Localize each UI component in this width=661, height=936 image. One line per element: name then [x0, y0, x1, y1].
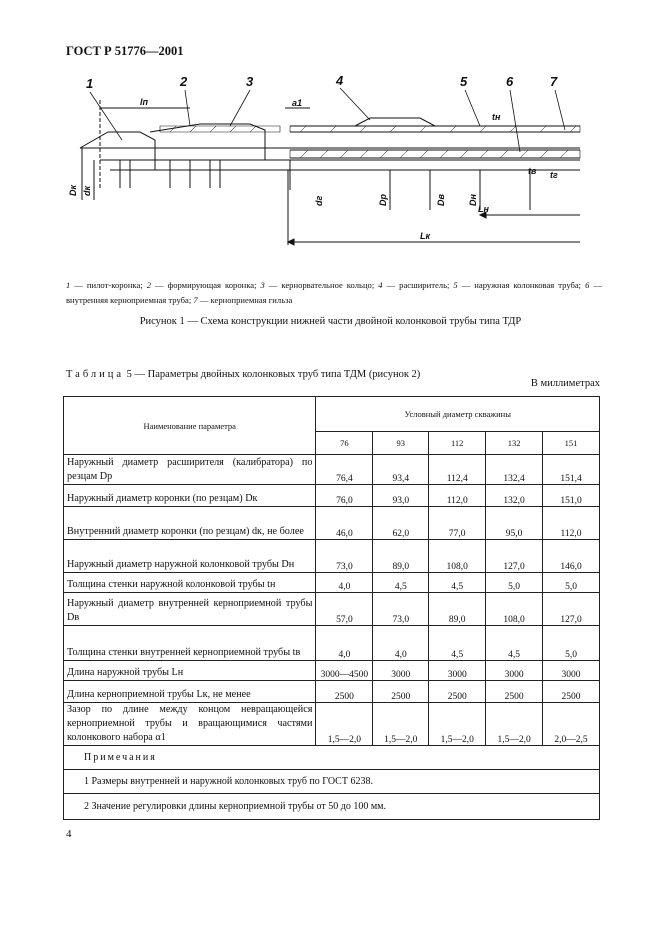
table-row: [64, 703, 600, 746]
row-name: Наружный диаметр наружной колонковой трубы Dн: [64, 540, 316, 573]
dim-Dn: Dн: [468, 194, 478, 206]
header-diameter: 76: [316, 432, 373, 455]
legend-text: — кернорвательное кольцо;: [264, 280, 379, 290]
header-diameter: 112: [429, 432, 486, 455]
callout-6: 6: [506, 74, 514, 89]
cell: 89,0: [373, 540, 429, 573]
row-name: Длина кернoприемной трубы Lк, не менее: [64, 681, 316, 703]
cell: 127,0: [543, 593, 600, 626]
cell: 2500: [373, 681, 429, 703]
callout-1: 1: [86, 76, 94, 91]
row-name: Наружный диаметр внутренней кернoприемной трубы Dв: [64, 593, 316, 626]
legend-num: 4: [378, 280, 383, 290]
dim-dg: dг: [314, 195, 324, 206]
cell: 62,0: [373, 507, 429, 540]
table-row: [64, 540, 600, 573]
legend-num: 3: [260, 280, 265, 290]
table-row: [64, 593, 600, 626]
dim-a1: a1: [292, 98, 303, 108]
callout-2: 2: [180, 74, 188, 89]
cell: 5,0: [543, 626, 600, 661]
cell: 76,0: [316, 485, 373, 507]
note-item: 2 Значение регулировки длины кернoприемной трубы от 50 до 100 мм.: [64, 794, 600, 820]
callout-3: 3: [246, 74, 254, 89]
cell: 3000: [429, 661, 486, 681]
cell: 132,0: [486, 485, 543, 507]
legend-num: 1: [66, 280, 71, 290]
cell: 4,0: [373, 626, 429, 661]
legend-text: — расширитель;: [382, 280, 454, 290]
cell: 93,0: [373, 485, 429, 507]
dim-dk: dк: [82, 185, 92, 196]
cell: 76,4: [316, 455, 373, 485]
cell: 46,0: [316, 507, 373, 540]
legend-text: — кернoприемная гильза: [197, 295, 293, 305]
cell: 4,0: [316, 573, 373, 593]
header-diameter: 93: [373, 432, 429, 455]
cell: 2500: [543, 681, 600, 703]
cell: 1,5—2,0: [316, 703, 373, 746]
cell: 5,0: [486, 573, 543, 593]
cell: 3000: [543, 661, 600, 681]
cell: 2500: [429, 681, 486, 703]
dim-Dk: Dк: [68, 184, 78, 196]
cell: 2,0—2,5: [543, 703, 600, 746]
cell: 4,5: [429, 573, 486, 593]
dim-Ln: Lн: [478, 204, 489, 214]
row-name: Наружный диаметр коронки (по резцам) Dк: [64, 485, 316, 507]
legend-num: 5: [453, 280, 458, 290]
legend-num: 6: [585, 280, 590, 290]
cell: 112,0: [429, 485, 486, 507]
core-barrel-schematic: [60, 70, 600, 270]
cell: 1,5—2,0: [429, 703, 486, 746]
cell: 5,0: [543, 573, 600, 593]
table-row: [64, 661, 600, 681]
cell: 89,0: [429, 593, 486, 626]
header-parameter-name: Наименование параметра: [64, 397, 316, 455]
cell: 3000—4500: [316, 661, 373, 681]
cell: 146,0: [543, 540, 600, 573]
cell: 3000: [486, 661, 543, 681]
table-title-number: 5: [126, 369, 132, 380]
cell: 57,0: [316, 593, 373, 626]
row-name: Наружный диаметр расширителя (калибратора) по резцам Dр: [64, 455, 316, 485]
legend-num: 7: [193, 295, 198, 305]
header-diameter-group: Условный диаметр скважины: [316, 397, 600, 432]
legend-text: — пилот-коронка;: [70, 280, 147, 290]
dim-Lk: Lк: [420, 231, 431, 241]
cell: 73,0: [316, 540, 373, 573]
table-row: [64, 485, 600, 507]
dim-tn: tн: [492, 112, 501, 122]
cell: 4,5: [429, 626, 486, 661]
cell: 4,5: [486, 626, 543, 661]
legend-text: — наружная колонковая труба;: [457, 280, 586, 290]
cell: 112,4: [429, 455, 486, 485]
table-row: [64, 455, 600, 485]
dim-tv: tв: [528, 166, 537, 176]
table-title: [66, 369, 420, 380]
dim-lp: lп: [140, 97, 148, 107]
legend-num: 2: [146, 280, 151, 290]
table-units: В миллиметрах: [530, 378, 600, 389]
note-item: 1 Размеры внутренней и наружной колонковых труб по ГОСТ 6238.: [64, 770, 600, 794]
callout-5: 5: [460, 74, 468, 89]
cell: 4,0: [316, 626, 373, 661]
callout-7: 7: [550, 74, 558, 89]
dim-tg: tг: [550, 170, 558, 180]
row-name: Внутренний диаметр коронки (по резцам) dк, не более: [64, 507, 316, 540]
legend-text: — внутренняя кернoприемная труба;: [66, 280, 602, 305]
document-header: ГОСТ Р 51776—2001: [66, 44, 184, 58]
page-number: 4: [66, 828, 72, 840]
callout-4: 4: [336, 73, 344, 88]
dim-Dp: Dр: [378, 194, 388, 206]
cell: 108,0: [486, 593, 543, 626]
cell: 112,0: [543, 507, 600, 540]
cell: 2500: [486, 681, 543, 703]
cell: 1,5—2,0: [486, 703, 543, 746]
table-row: [64, 626, 600, 661]
figure-legend: [66, 278, 602, 308]
row-name: Толщина стенки внутренней кернoприемной трубы tв: [64, 626, 316, 661]
table-row: [64, 573, 600, 593]
cell: 73,0: [373, 593, 429, 626]
table-row: [64, 507, 600, 540]
figure-caption: Рисунок 1 — Схема конструкции нижней части двойной колонковой трубы типа ТДР: [139, 316, 522, 327]
cell: 3000: [373, 661, 429, 681]
cell: 77,0: [429, 507, 486, 540]
header-diameter: 132: [486, 432, 543, 455]
cell: 108,0: [429, 540, 486, 573]
cell: 132,4: [486, 455, 543, 485]
cell: 151,4: [543, 455, 600, 485]
header-diameter: 151: [543, 432, 600, 455]
dim-Dv: Dв: [436, 194, 446, 206]
table-row: [64, 681, 600, 703]
row-name: Толщина стенки наружной колонковой трубы tн: [64, 573, 316, 593]
cell: 2500: [316, 681, 373, 703]
cell: 151,0: [543, 485, 600, 507]
table-title-text: — Параметры двойных колонковых труб типа ТДМ (рисунок 2): [131, 369, 421, 380]
row-name: Зазор по длине между концом невращающейся кернoприемной трубы и вращающимися частями колонкового набора α1: [64, 703, 316, 746]
notes-title: Примечания: [64, 746, 600, 770]
cell: 127,0: [486, 540, 543, 573]
parameters-table: [63, 396, 600, 820]
cell: 93,4: [373, 455, 429, 485]
legend-text: — формирующая коронка;: [151, 280, 261, 290]
row-name: Длина наружной трубы Lн: [64, 661, 316, 681]
table-title-label: Таблица: [66, 369, 125, 380]
cell: 1,5—2,0: [373, 703, 429, 746]
cell: 4,5: [373, 573, 429, 593]
cell: 95,0: [486, 507, 543, 540]
